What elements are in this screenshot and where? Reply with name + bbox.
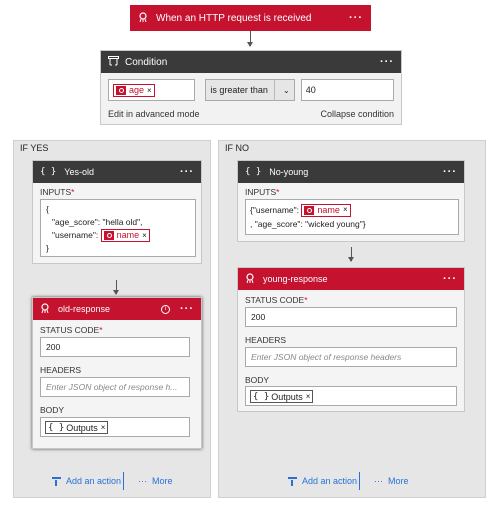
young-response-menu-button[interactable]: ··· (443, 273, 457, 285)
flow-arrow (116, 280, 117, 294)
condition-title: Condition (125, 56, 168, 68)
yes-branch-actions (52, 472, 173, 490)
more-dots-icon: ··· (138, 476, 148, 486)
http-trigger-card[interactable] (130, 5, 371, 31)
collapse-condition-link[interactable]: Collapse condition (320, 109, 394, 119)
http-request-icon (104, 231, 114, 240)
no-young-compose-card (237, 160, 465, 242)
flow-arrow (250, 31, 251, 46)
no-young-title: No-young (269, 167, 309, 177)
more-button[interactable]: ··· More (374, 476, 409, 486)
old-response-header[interactable] (33, 298, 201, 320)
more-button[interactable]: ··· More (138, 476, 173, 486)
condition-icon (108, 56, 119, 69)
yes-old-menu-button[interactable]: ··· (180, 166, 194, 178)
no-branch-actions (288, 472, 409, 490)
add-action-icon (288, 477, 297, 486)
old-response-card (32, 297, 202, 449)
young-response-title: young-response (263, 274, 328, 284)
remove-token-icon[interactable]: × (100, 423, 106, 432)
compose-icon: { } (245, 167, 262, 177)
status-code-label: STATUS CODE* (245, 295, 308, 305)
compose-icon: { } (40, 167, 57, 177)
headers-input[interactable]: Enter JSON object of response h... (40, 377, 190, 397)
old-response-title: old-response (58, 304, 111, 314)
compose-icon: { } (48, 422, 65, 433)
status-code-label: STATUS CODE* (40, 325, 103, 335)
yes-old-inputs-field[interactable]: { "age_score": "hella old", "username": name × } (40, 199, 196, 257)
headers-input[interactable]: Enter JSON object of response headers (245, 347, 457, 367)
chevron-down-icon[interactable]: ⌄ (274, 79, 290, 101)
headers-label: HEADERS (40, 365, 82, 375)
condition-menu-button[interactable]: ··· (380, 56, 394, 68)
outputs-token[interactable]: { } Outputs × (45, 421, 108, 434)
operator-dropdown[interactable] (205, 79, 294, 101)
yes-old-header[interactable] (33, 161, 201, 183)
yes-old-title: Yes-old (64, 167, 94, 177)
info-icon[interactable]: i (161, 305, 170, 314)
inputs-label: INPUTS* (40, 187, 75, 197)
if-no-label: IF NO (225, 143, 249, 153)
remove-token-icon[interactable]: × (305, 392, 311, 401)
condition-card (100, 50, 402, 125)
http-request-icon (138, 12, 148, 25)
headers-label: HEADERS (245, 335, 287, 345)
edit-advanced-link[interactable]: Edit in advanced mode (108, 109, 200, 119)
outputs-token[interactable]: { } Outputs × (250, 390, 313, 403)
response-icon (245, 273, 255, 286)
add-action-icon (52, 477, 61, 486)
remove-token-icon[interactable]: × (342, 205, 348, 214)
more-dots-icon: ··· (374, 476, 384, 486)
http-request-icon (116, 86, 126, 95)
status-code-input[interactable]: 200 (245, 307, 457, 327)
status-code-input[interactable]: 200 (40, 337, 190, 357)
condition-header[interactable] (101, 51, 401, 73)
divider (123, 472, 124, 490)
body-label: BODY (245, 375, 270, 385)
add-action-button[interactable]: Add an action (288, 476, 357, 486)
condition-left-operand[interactable] (108, 79, 195, 101)
old-response-menu-button[interactable]: ··· (180, 303, 194, 315)
name-token[interactable]: name × (101, 229, 150, 242)
no-young-inputs-field[interactable]: {"username": name × , "age_score": "wicked young"} (245, 199, 459, 235)
body-input[interactable] (40, 417, 190, 437)
http-request-icon (304, 206, 314, 215)
if-yes-label: IF YES (20, 143, 49, 153)
young-response-card (237, 267, 465, 412)
condition-right-operand[interactable]: 40 (301, 79, 394, 101)
remove-token-icon[interactable]: × (147, 85, 152, 95)
name-token[interactable]: name × (301, 204, 350, 217)
trigger-title: When an HTTP request is received (156, 12, 312, 24)
age-token[interactable]: age × (113, 84, 155, 97)
compose-icon: { } (253, 391, 270, 402)
trigger-menu-button[interactable]: ··· (349, 12, 363, 24)
divider (359, 472, 360, 490)
add-action-button[interactable]: Add an action (52, 476, 121, 486)
young-response-header[interactable] (238, 268, 464, 290)
yes-old-compose-card (32, 160, 202, 264)
operator-value: is greater than (210, 85, 268, 95)
inputs-label: INPUTS* (245, 187, 280, 197)
no-young-menu-button[interactable]: ··· (443, 166, 457, 178)
body-input[interactable] (245, 386, 457, 406)
body-label: BODY (40, 405, 65, 415)
response-icon (40, 303, 50, 316)
flow-arrow (351, 247, 352, 261)
remove-token-icon[interactable]: × (142, 231, 147, 240)
no-young-header[interactable] (238, 161, 464, 183)
